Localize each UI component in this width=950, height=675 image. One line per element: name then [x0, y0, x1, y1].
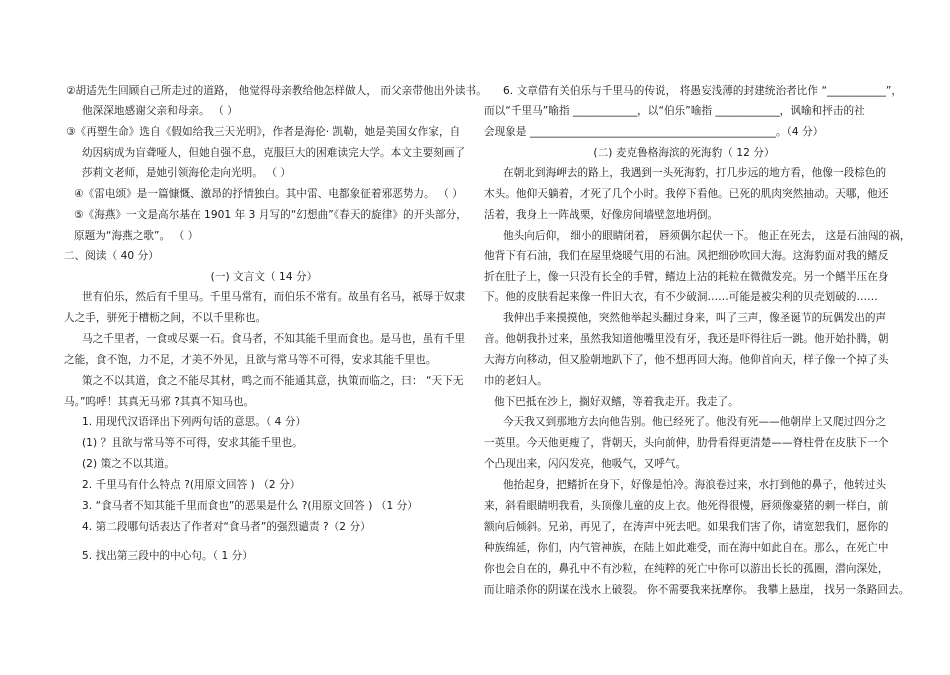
question-1-part-2: (2) 策之不以其道。: [82, 458, 176, 470]
classical-para-1-line-1: 世有伯乐，然后有千里马。千里马常有，而伯乐不常有。故虽有名马，祇辱于奴隶: [82, 291, 466, 303]
seal-para-1-line-3: 活着，我身上一阵战栗，好像房间墙壁忽地坍倒。: [484, 209, 719, 221]
classical-para-1-line-2: 人之手，骈死于槽枥之间，不以千里称也。: [64, 312, 267, 324]
question-6-line-2: 而以“千里马”喻指 ____________，以“伯乐”喻指 ____________，讽喻和抨击的社: [484, 105, 865, 117]
question-2: 2. 千里马有什么特点 ?(用原文回答 ) （2 分）: [82, 479, 301, 491]
seal-para-1-line-1: 在朝北到海岬去的路上，我遇到一头死海豹，打几步远的地方看，他像一段棕色的: [503, 167, 887, 179]
statement-2-line-2: 他深深地感谢父亲和母亲。 （ ）: [82, 105, 238, 117]
section-reading-heading: 二、阅读（ 40 分）: [64, 250, 159, 262]
seal-para-2-line-2: 他背下有石油，我们在屋里烧暖气用的石油。风把细砂吹回大海。这海豹面对我的鳍反: [484, 250, 889, 262]
statement-5-line-1: ⑤《海燕》一文是高尔基在 1901 年 3 月写的“幻想曲”《春天的旋律》的开头部分，: [74, 209, 467, 221]
seal-para-1-line-2: 木头。他仰天躺着，才死了几个小时。我停下看他。已死的肌肉突然抽动。天哪，他还: [484, 188, 889, 200]
seal-para-3-line-4: 巾的老妇人。: [484, 375, 548, 387]
seal-para-2-line-3: 折在肚子上，像一只没有长全的手臂，鳍边上沾的耗粒在微微发亮。另一个鳍半压在身: [484, 271, 889, 283]
dead-seal-title: (二) 麦克鲁格海滨的死海豹（ 12 分）: [593, 147, 775, 159]
classical-para-3-line-2: 马。”呜呼！其真无马邪 ?其真不知马也。: [64, 396, 255, 408]
seal-para-6-line-1: 他抬起身，把鳍折在身下，好像是怕冷。海浪卷过来，水打到他的鼻子，他转过头: [503, 479, 887, 491]
seal-para-5-line-3: 个凸现出来，闪闪发亮，他吸气，又呼气。: [484, 458, 687, 470]
question-3: 3. “食马者不知其能千里而食也”的恶果是什么 ?(用原文回答 ) （1 分）: [82, 500, 418, 512]
statement-5-line-2: 原题为“海燕之歌”。 （ ）: [74, 230, 199, 242]
seal-para-6-line-3: 额向后倾斜。兄弟，再见了，在涛声中死去吧。如果我们害了你，请宽恕我们，愿你的: [484, 521, 889, 533]
question-6-line-3: 会现象是 ______________________________________________。（4 分）: [484, 126, 824, 138]
question-5: 5. 找出第三段中的中心句。（ 1 分）: [82, 550, 253, 562]
statement-2-line-1: ②胡适先生回顾自己所走过的道路， 他觉得母亲教给他怎样做人， 而父亲带他出外读书。: [66, 85, 487, 97]
seal-para-2-line-4: 下。他的皮肤看起来像一件旧大衣，有不少破洞……可能是被尖利的贝壳划破的……: [484, 291, 878, 303]
seal-para-6-line-5: 你也会自在的，鼻孔中不有沙粒，在纯粹的死亡中你可以游出长长的孤圈，潜向深处，: [484, 563, 889, 575]
seal-para-4-line-1: 他下巴抵在沙上，搁好双鳍，等着我走开。我走了。: [494, 396, 739, 408]
statement-3-line-2: 幼因病成为盲聋哑人，但她自强不息，克服巨大的困难读完大学。本文主要刻画了: [82, 147, 466, 159]
seal-para-6-line-4: 种族绵延，你们，内气管神族，在陆上如此难受，而在海中如此自在。那么，在死亡中: [484, 542, 889, 554]
seal-para-2-line-1: 他头向后仰， 细小的眼睛闭着， 唇须偶尔起伏一下。 他正在死去， 这是石油闯的祸，: [503, 230, 911, 242]
seal-para-5-line-2: 一英里。今天他更瘦了，背朝天，头向前伸，肋骨看得更清楚——脊柱骨在皮肤下一个: [484, 437, 889, 449]
statement-4-line-1: ④《雷电颂》是一篇慷慨、激昂的抒情独白。其中雷、电都象征着邪恶势力。 （ ）: [74, 188, 463, 200]
question-1: 1. 用现代汉语译出下列两句话的意思。（ 4 分）: [82, 416, 307, 428]
classical-para-2-line-1: 马之千里者，一食或尽粟一石。食马者，不知其能千里而食也。是马也，虽有千里: [82, 333, 466, 345]
classical-para-3-line-1: 策之不以其道，食之不能尽其材，鸣之而不能通其意，执策而临之，曰： “天下无: [82, 375, 464, 387]
classical-chinese-title: (一) 文言文（ 14 分）: [210, 271, 318, 283]
seal-para-5-line-1: 今天我又到那地方去向他告别。他已经死了。他没有死——他朝岸上又爬过四分之: [503, 416, 887, 428]
statement-3-line-1: ③《再塑生命》选自《假如给我三天光明》，作者是海伦· 凯勒，她是美国女作家，自: [66, 126, 461, 138]
seal-para-3-line-1: 我伸出手来摸摸他，突然他举起头翻过身来，叫了三声，像圣诞节的玩偶发出的声: [503, 312, 887, 324]
seal-para-3-line-2: 音。他朝我扑过来，虽然我知道他嘴里没有牙，我还是吓得往后一跳。他开始扑腾，朝: [484, 333, 889, 345]
seal-para-3-line-3: 大海方向移动，但又脸朝地趴下了，他不想再回大海。他仰首向天，样子像一个掉了头: [484, 354, 889, 366]
seal-para-6-line-6: 而让暗杀你的阴谋在浅水上破裂。 你不需要我来抚摩你。 我攀上悬崖， 找另一条路回去。: [484, 584, 910, 596]
classical-para-2-line-2: 之能，食不饱，力不足，才美不外见，且欲与常马等不可得，安求其能千里也。: [64, 354, 437, 366]
question-1-part-1: (1) ？且欲与常马等不可得，安求其能千里也。: [82, 437, 303, 449]
question-4: 4. 第二段哪句话表达了作者对“食马者”的强烈谴责 ?（2 分）: [82, 521, 371, 533]
statement-3-line-3: 莎莉文老师，是她引领海伦走向光明。 （ ）: [82, 167, 292, 179]
question-6-line-1: 6. 文章借有关伯乐与千里马的传说， 将愚妄浅薄的封建统治者比作 “___________”，: [503, 85, 903, 97]
seal-para-6-line-2: 来，斜看眼睛明我看，头顶像儿童的皮上衣。他死得很慢，唇须像豪猪的刺一样白，前: [484, 500, 889, 512]
